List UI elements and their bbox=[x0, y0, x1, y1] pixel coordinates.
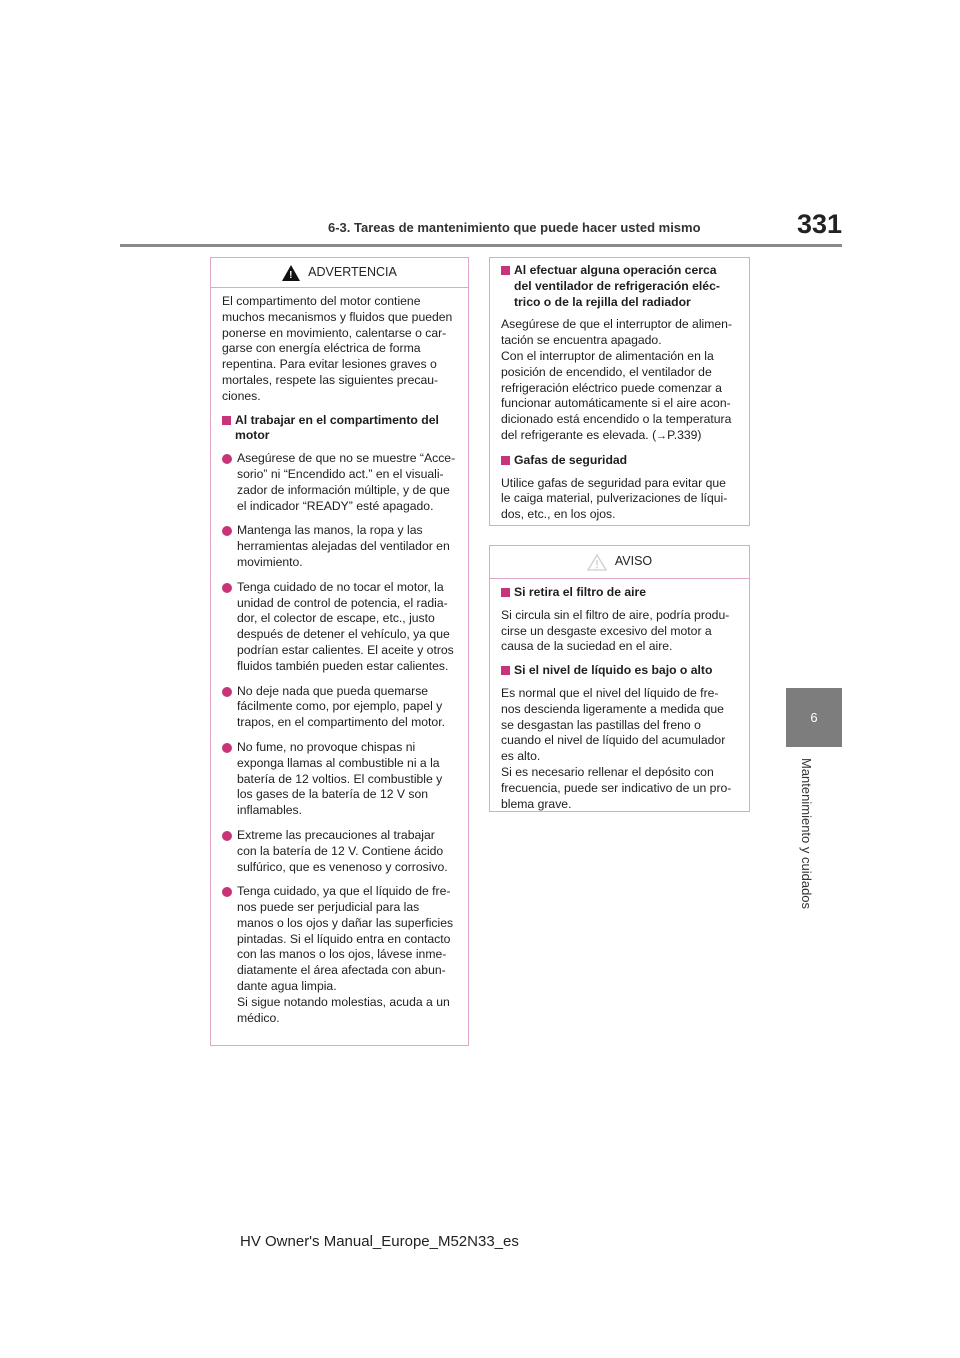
square-bullet-icon bbox=[501, 588, 510, 597]
fan-heading bbox=[501, 263, 739, 310]
brake-fluid-heading-text: Si el nivel de líquido es bajo o alto bbox=[514, 663, 713, 678]
fan-heading-text: Al efectuar alguna operación cerca del ventilador de refrigeración eléc- trico o de la rejilla del radiador bbox=[514, 263, 720, 309]
list-item bbox=[222, 580, 458, 675]
bullet-dot-icon bbox=[222, 583, 232, 593]
goggles-heading bbox=[501, 453, 739, 469]
warning-triangle-icon: ! bbox=[282, 265, 300, 281]
chapter-label: Mantenimiento y cuidados bbox=[799, 758, 814, 910]
section-title: 6-3. Tareas de mantenimiento que puede hacer usted mismo bbox=[328, 220, 701, 235]
list-item-text: No fume, no provoque chispas ni exponga llamas al combustible ni a la batería de 12 voltios. El combustible y los gases de la batería de 12 V son inflamables. bbox=[237, 739, 443, 818]
fan-text bbox=[501, 317, 739, 444]
brake-fluid-text: Es normal que el nivel del líquido de fre- nos descienda ligeramente a medida que se desgastan las pastillas del freno o cuando el nivel de líquido del acumulador es alto. Si es necesario rellenar el depósito con frecuencia, puede ser indicativo de un pro- blema grave. bbox=[501, 685, 732, 811]
bullet-dot-icon bbox=[222, 743, 232, 753]
page-reference-link[interactable]: P.339) bbox=[667, 427, 702, 442]
header-rule bbox=[120, 244, 842, 247]
fan-text-body: Asegúrese de que el interruptor de alimen- tación se encuentra apagado. Con el interruptor de alimentación en la posición de encendido, el ventilador de refrigeración eléctrico puede comenzar a funcionar automáticamente si el aire acon- dicionado está encendido o la temperatura del refrigerante es elevada. ( bbox=[501, 317, 733, 442]
chapter-tab: 6 bbox=[786, 688, 842, 747]
bullet-dot-icon bbox=[222, 887, 232, 897]
air-filter-text: Si circula sin el filtro de aire, podría produ- cirse un desgaste excesivo del motor a causa de la suciedad en el aire. bbox=[501, 607, 730, 654]
bullet-dot-icon bbox=[222, 454, 232, 464]
notice-box bbox=[489, 545, 750, 812]
page-header bbox=[120, 0, 842, 246]
notice-title: AVISO bbox=[614, 554, 653, 569]
air-filter-heading bbox=[501, 585, 739, 601]
warning-intro: El compartimento del motor contiene muchos mecanismos y fluidos que pueden ponerse en movimiento, calentarse o car- garse con energía eléctrica de forma repentina. Para evitar lesiones graves o mortales, respete las siguientes precau- ciones. bbox=[222, 294, 453, 403]
list-item bbox=[222, 523, 458, 570]
goggles-text: Utilice gafas de seguridad para evitar que le caiga material, pulverizaciones de líqui- dos, etc., en los ojos. bbox=[501, 475, 728, 522]
arrow-icon: → bbox=[656, 429, 668, 442]
list-item-text: Extreme las precauciones al trabajar con la batería de 12 V. Contiene ácido sulfúrico, que es venenoso y corrosivo. bbox=[237, 827, 448, 874]
bullet-dot-icon bbox=[222, 526, 232, 536]
list-item bbox=[222, 684, 458, 731]
engine-compartment-heading-text: Al trabajar en el compartimento del motor bbox=[235, 412, 439, 443]
list-item bbox=[222, 828, 458, 875]
list-item bbox=[222, 451, 458, 514]
footer-text: HV Owner's Manual_Europe_M52N33_es bbox=[240, 1233, 519, 1250]
brake-fluid-heading bbox=[501, 663, 739, 679]
square-bullet-icon bbox=[501, 666, 510, 675]
bullet-dot-icon bbox=[222, 687, 232, 697]
bullet-dot-icon bbox=[222, 831, 232, 841]
page-number: 331 bbox=[796, 209, 842, 239]
warning-box-continued bbox=[489, 257, 750, 526]
square-bullet-icon bbox=[501, 456, 510, 465]
list-item bbox=[222, 884, 458, 1026]
list-item-text: No deje nada que pueda quemarse fácilmente como, por ejemplo, papel y trapos, en el compartimento del motor. bbox=[237, 683, 445, 730]
warning-box bbox=[210, 257, 469, 1046]
warning-title: ADVERTENCIA bbox=[308, 264, 397, 279]
notice-header bbox=[490, 546, 749, 579]
list-item-text: Asegúrese de que no se muestre “Acce- sorio” ni “Encendido act.” en el visuali- zador de información múltiple, y de que el indicador “READY” esté apagado. bbox=[237, 451, 456, 513]
goggles-heading-text: Gafas de seguridad bbox=[514, 452, 628, 467]
air-filter-heading-text: Si retira el filtro de aire bbox=[514, 585, 647, 599]
list-item-text: Tenga cuidado, ya que el líquido de fre- nos puede ser perjudicial para las manos o los ojos y dañar las superficies pintadas. Si el líquido entra en contacto con las manos o los ojos, lávese inme- diatamente el área afectada con abun- dante agua limpia. Si sigue notando molestias, acuda a un médico. bbox=[237, 884, 454, 1025]
engine-compartment-heading bbox=[222, 413, 458, 445]
list-item-text: Mantenga las manos, la ropa y las herramientas alejadas del ventilador en movimiento. bbox=[237, 523, 450, 569]
list-item-text: Tenga cuidado de no tocar el motor, la unidad de control de potencia, el radia- dor, el colector de escape, etc., justo después de detener el vehículo, ya que podrían estar calientes. El aceite y otros fluidos también pueden estar calientes. bbox=[237, 579, 454, 673]
square-bullet-icon bbox=[501, 266, 510, 275]
notice-triangle-icon bbox=[587, 554, 607, 571]
square-bullet-icon bbox=[222, 416, 231, 425]
list-item bbox=[222, 740, 458, 819]
warning-header bbox=[211, 258, 468, 288]
